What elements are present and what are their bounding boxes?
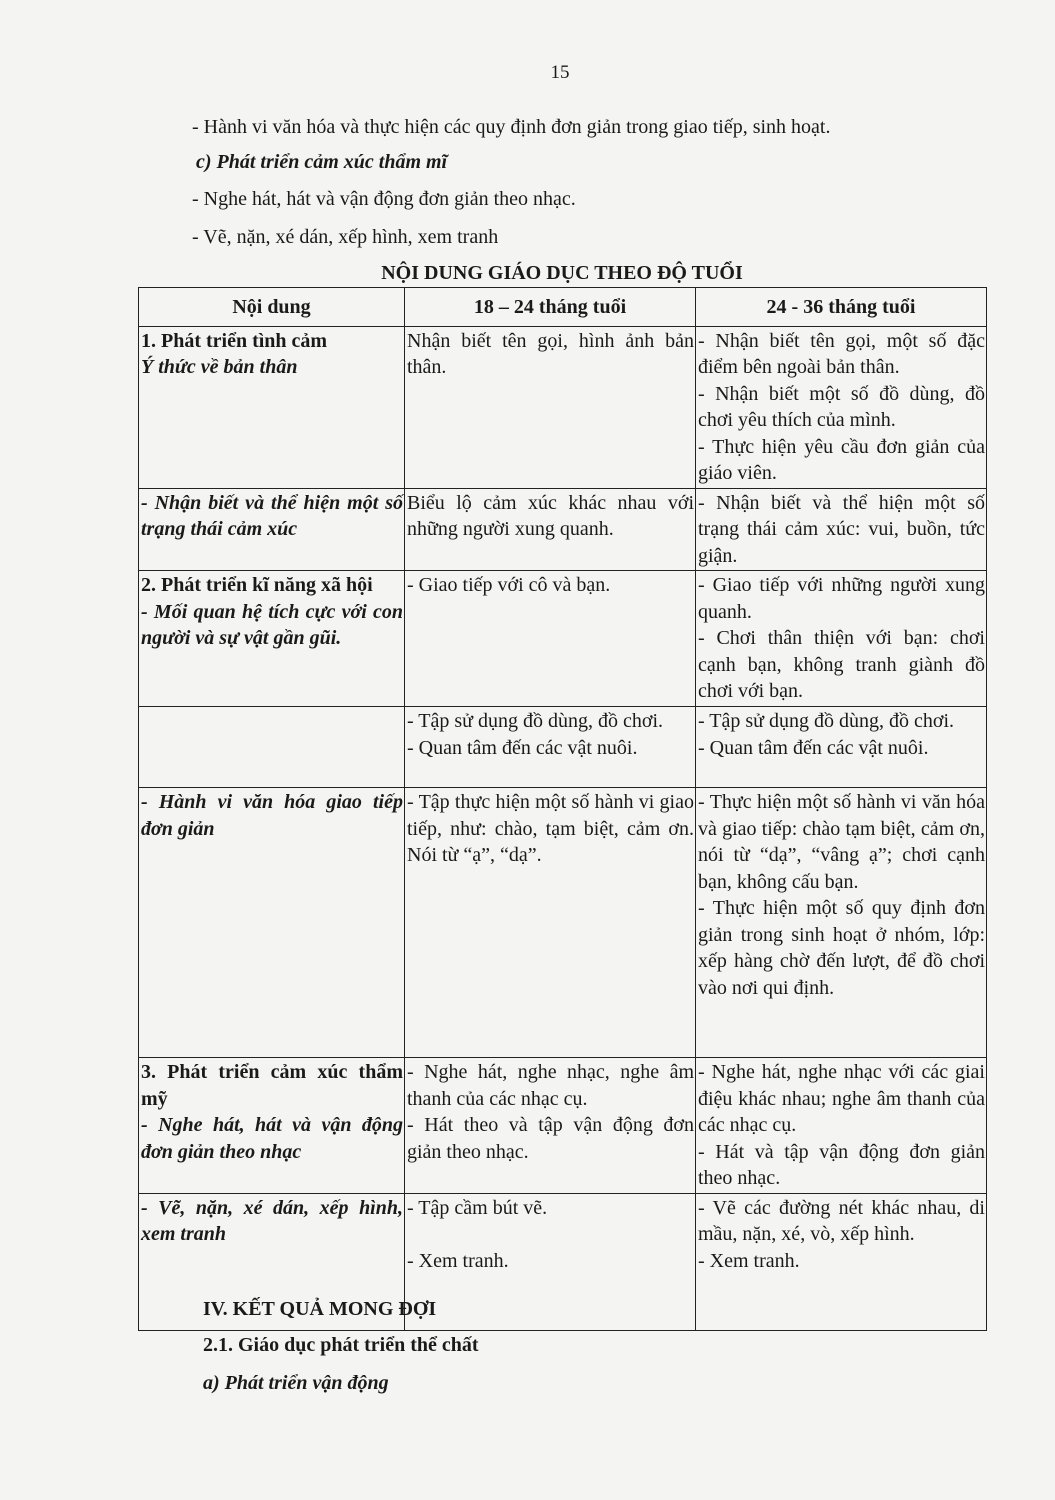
cell-text: - Quan tâm đến các vật nuôi. <box>407 736 638 759</box>
content-cell <box>139 707 405 788</box>
cell-18-24 <box>405 571 696 707</box>
cell-text: - Nhận biết một số đồ dùng, đồ chơi yêu thích của mình. <box>698 382 985 431</box>
cell-24-36 <box>696 788 987 1058</box>
content-cell-text: 2. Phát triển kĩ năng xã hội <box>141 574 373 596</box>
intro-line-singing: - Nghe hát, hát và vận động đơn giản theo nhạc. <box>192 188 576 210</box>
table-row <box>139 707 987 788</box>
content-table <box>138 287 987 1331</box>
cell-text: - Nhận biết và thể hiện một số trạng thái cảm xúc: vui, buồn, tức giận. <box>698 491 985 567</box>
table-row <box>139 571 987 707</box>
table-row <box>139 1058 987 1194</box>
table-title: NỘI DUNG GIÁO DỤC THEO ĐỘ TUỔI <box>381 262 743 284</box>
cell-text: - Tập sử dụng đồ dùng, đồ chơi. <box>698 710 955 732</box>
cell-text: - Xem tranh. <box>407 1249 509 1272</box>
intro-line-behavior: - Hành vi văn hóa và thực hiện các quy định đơn giản trong giao tiếp, sinh hoạt. <box>192 116 831 138</box>
cell-text: - Nghe hát, nghe nhạc với các giai điệu khác nhau; nghe âm thanh của các nhạc cụ. <box>698 1061 985 1136</box>
cell-24-36 <box>696 326 987 488</box>
cell-text: - Tập thực hiện một số hành vi giao tiếp, như: chào, tạm biệt, cảm ơn. Nói từ “ạ”, “dạ”. <box>407 791 694 866</box>
table-row <box>139 488 987 571</box>
header-24-36: 24 - 36 tháng tuổi <box>696 288 987 327</box>
cell-text: - Quan tâm đến các vật nuôi. <box>698 736 929 759</box>
cell-text: - Chơi thân thiện với bạn: chơi cạnh bạn, không tranh giành đồ chơi với bạn. <box>698 627 985 702</box>
cell-text: - Xem tranh. <box>698 1249 800 1272</box>
table-header-row <box>139 288 987 327</box>
content-cell <box>139 788 405 1058</box>
cell-text: - Nhận biết tên gọi, một số đặc điểm bên ngoài bản thân. <box>698 329 985 378</box>
cell-text: - Tập sử dụng đồ dùng, đồ chơi. <box>407 710 664 732</box>
cell-18-24 <box>405 1193 696 1330</box>
content-cell <box>139 1058 405 1194</box>
content-cell <box>139 571 405 707</box>
cell-text: - Hát và tập vận động đơn giản theo nhạc. <box>698 1140 985 1189</box>
content-cell-text: - Hành vi văn hóa giao tiếp đơn giản <box>141 791 403 840</box>
content-cell-text: - Mối quan hệ tích cực với con người và sự vật gần gũi. <box>141 600 403 649</box>
header-content: Nội dung <box>139 288 405 327</box>
cell-24-36 <box>696 488 987 571</box>
table-row <box>139 788 987 1058</box>
page-number: 15 <box>550 62 570 83</box>
cell-text: - Thực hiện một số hành vi văn hóa và giao tiếp: chào tạm biệt, cảm ơn, nói từ “dạ”, “vâng ạ”; chơi cạnh bạn, không cấu bạn. <box>698 791 985 893</box>
content-cell-text: 1. Phát triển tình cảm <box>141 329 328 352</box>
header-18-24: 18 – 24 tháng tuổi <box>405 288 696 327</box>
cell-18-24 <box>405 788 696 1058</box>
section-expected-results: IV. KẾT QUẢ MONG ĐỢI <box>203 1298 437 1320</box>
cell-text: - Thực hiện yêu cầu đơn giản của giáo viên. <box>698 435 985 484</box>
section-motor-development: a) Phát triển vận động <box>203 1372 389 1394</box>
content-cell-text: Ý thức về bản thân <box>141 356 298 378</box>
cell-text: - Hát theo và tập vận động đơn giản theo nhạc. <box>407 1114 694 1163</box>
cell-24-36 <box>696 707 987 788</box>
cell-text: Biểu lộ cảm xúc khác nhau với những người xung quanh. <box>407 491 694 540</box>
content-cell-text: 3. Phát triển cảm xúc thẩm mỹ <box>141 1061 403 1110</box>
cell-18-24 <box>405 1058 696 1194</box>
cell-18-24 <box>405 326 696 488</box>
cell-text: - Vẽ các đường nét khác nhau, di mầu, nặn, xé, vò, xếp hình. <box>698 1196 985 1245</box>
content-cell-text: - Nhận biết và thể hiện một số trạng thái cảm xúc <box>141 491 403 540</box>
cell-text: - Nghe hát, nghe nhạc, nghe âm thanh của các nhạc cụ. <box>407 1061 694 1110</box>
cell-24-36 <box>696 571 987 707</box>
cell-18-24 <box>405 488 696 571</box>
content-cell-text: - Nghe hát, hát và vận động đơn giản theo nhạc <box>141 1114 403 1163</box>
content-cell <box>139 326 405 488</box>
content-cell-text: - Vẽ, nặn, xé dán, xếp hình, xem tranh <box>141 1196 403 1245</box>
cell-text <box>407 1221 694 1248</box>
intro-line-drawing: - Vẽ, nặn, xé dán, xếp hình, xem tranh <box>192 226 499 248</box>
cell-text: Nhận biết tên gọi, hình ảnh bản thân. <box>407 329 694 378</box>
table-row <box>139 326 987 488</box>
cell-text: - Giao tiếp với cô và bạn. <box>407 574 611 596</box>
cell-24-36 <box>696 1058 987 1194</box>
content-cell <box>139 488 405 571</box>
cell-18-24 <box>405 707 696 788</box>
cell-text: - Thực hiện một số quy định đơn giản trong sinh hoạt ở nhóm, lớp: xếp hàng chờ đến lượt, để đồ chơi vào nơi qui định. <box>698 897 985 999</box>
cell-text: - Tập cầm bút vẽ. <box>407 1196 548 1219</box>
cell-24-36 <box>696 1193 987 1330</box>
section-physical-education: 2.1. Giáo dục phát triển thể chất <box>203 1334 479 1356</box>
heading-aesthetic: c) Phát triển cảm xúc thẩm mĩ <box>196 151 448 173</box>
cell-text: - Giao tiếp với những người xung quanh. <box>698 574 985 623</box>
